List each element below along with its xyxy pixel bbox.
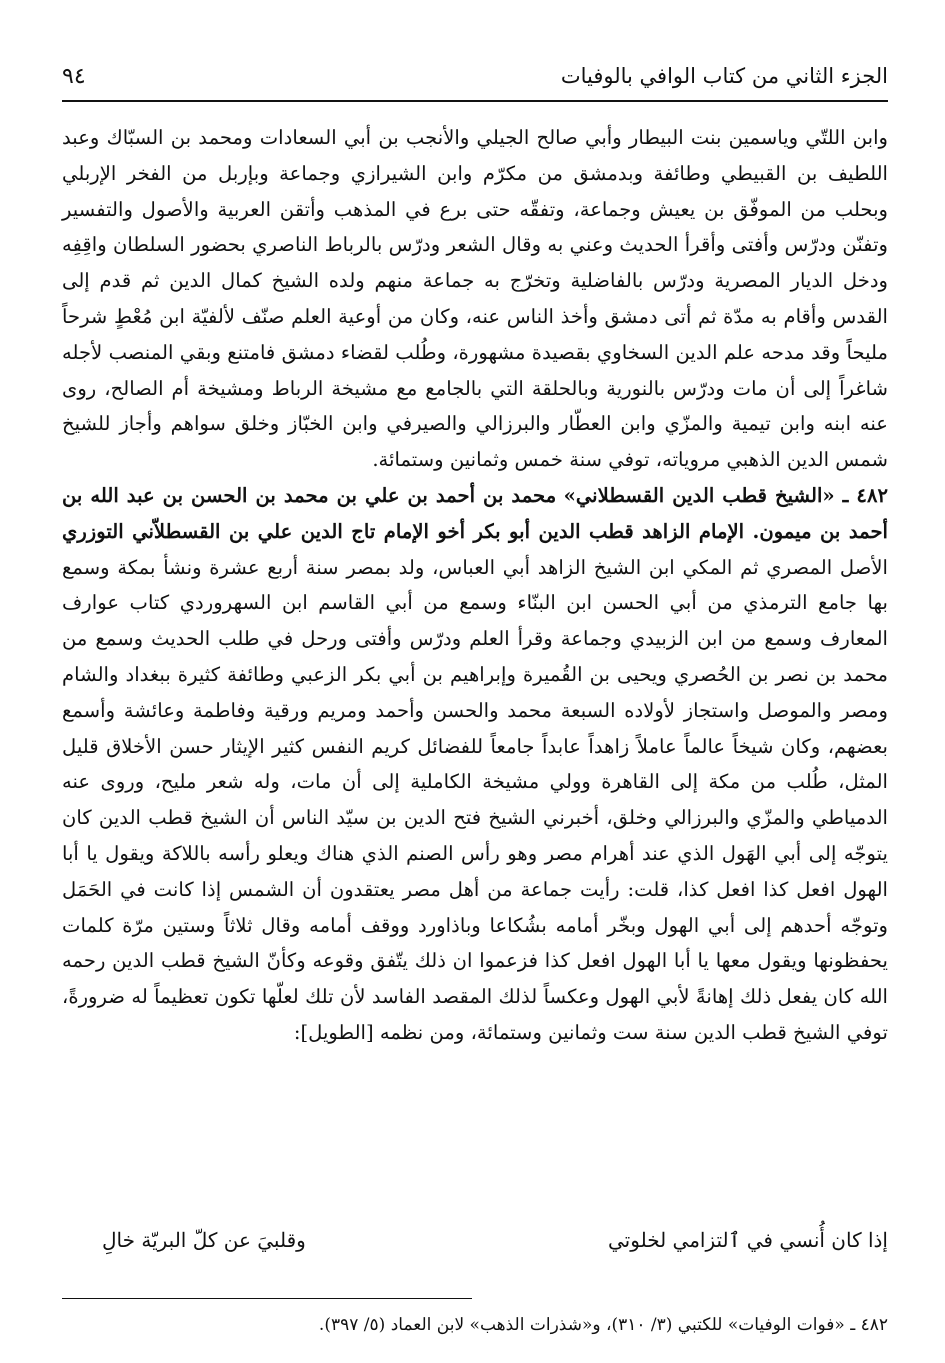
poem-verse bbox=[102, 1228, 888, 1268]
entry-text: الأصل المصري ثم المكي ابن الشيخ الزاهد أبي العباس، ولد بمصر سنة أربع عشرة ونشأ بمكة وسمع بها جامع الترمذي من أبي الحسن ابن البنّاء وسمع من أبي القاسم ابن السهروردي كتاب عوارف المعارف وسمع من ابن الزبيدي وجماعة وقرأ العلم ودرّس وأفتى ورحل في طلب الحديث وسمع من محمد بن نصر بن الحُصري ويحيى بن القُميرة وإبراهيم بن أبي بكر الزعبي وطائفة كثيرة ببغداد والشام ومصر والموصل واستجاز لأولاده السبعة محمد والحسن وأحمد ومريم ورقية وفاطمة وعائشة وأسمع بعضهم، وكان شيخاً عالماً عاملاً زاهداً عابداً جامعاً للفضائل كريم النفس كثير الإيثار حسن الأخلاق قليل المثل، طُلب من مكة إلى القاهرة وولي مشيخة الكاملية إلى أن مات، وله شعر مليح، وروى عنه الدمياطي والمزّي والبرزالي وخلق، أخبرني الشيخ فتح الدين بن سيّد الناس أن الشيخ قطب الدين كان يتوجّه إلى أبي الهَول الذي عند أهرام مصر وهو رأس الصنم الذي هناك ويعلو رأسه باللاكة ويقول يا أبا الهول افعل كذا افعل كذا، قلت: رأيت جماعة من أهل مصر يعتقدون أن الشمس إذا كانت في الحَمَل وتوجّه أحدهم إلى أبي الهول وبخّر أمامه بشُكاعا وباذاورد ووقف أمامه وقال ثلاثاً وستين مرّة كلمات يحفظونها ويقول معها يا أبا الهول افعل كذا فزعموا ان ذلك يتّفق وقوعه وكأنّ الشيخ قطب الدين رحمه الله كان يفعل ذلك إهانةً لأبي الهول وعكساً لذلك المقصد الفاسد لأن تلك لعلّها تكون تعظيماً له ضرورةً، توفي الشيخ قطب الدين سنة ست وثمانين وستمائة، ومن نظمه [الطويل]: bbox=[62, 555, 888, 1044]
main-text bbox=[62, 120, 888, 1051]
header-divider bbox=[62, 100, 888, 102]
page-header bbox=[62, 54, 888, 98]
book-page bbox=[62, 40, 888, 1340]
entry-title: ٤٨٢ ـ «الشيخ قطب الدين القسطلاني» bbox=[563, 483, 888, 507]
page-number: ٩٤ bbox=[62, 63, 86, 89]
footnote-divider bbox=[62, 1298, 472, 1299]
entry-name: محمد بن أحمد بن علي بن محمد بن الحسن بن عبد الله بن أحمد بن ميمون. الإمام الزاهد قطب الدين أبو بكر أخو الإمام تاج الدين علي بن القسطلاّني التوزري bbox=[62, 483, 888, 543]
poem-second-hemistich: وقلبيَ عن كلّ البريّة خالِ bbox=[102, 1228, 306, 1252]
poem-first-hemistich: إذا كان أُنسي في ٱلتزامي لخلوتي bbox=[608, 1228, 888, 1252]
paragraph-continuation: وابن اللتّي وياسمين بنت البيطار وأبي صالح الجيلي والأنجب بن أبي السعادات ومحمد بن السبّاك وعبد اللطيف بن القبيطي وطائفة وبدمشق من مكرّم وابن الشيرازي وجماعة وبإربل من الفخر الإربلي وبحلب من الموفّق بن يعيش وجماعة، وتفقّه حتى برع في المذهب وأتقن العربية والأصول والتفسير وتفنّن ودرّس وأفتى وأقرأ الحديث وعني به وقال الشعر ودرّس بالرباط الناصري بحضور السلطان واقِفِه ودخل الديار المصرية ودرّس بالفاضلية وتخرّج به جماعة منهم ولده الشيخ كمال الدين ثم قدم إلى القدس وأقام به مدّة ثم أتى دمشق وأخذ الناس عنه، وكان من أوعية العلم صنّف لألفيّة ابن مُعْطٍ شرحاً مليحاً وقد مدحه علم الدين السخاوي بقصيدة مشهورة، وطُلب لقضاء دمشق فامتنع وبقي المنصب لأجله شاغراً إلى أن مات ودرّس بالنورية وبالحلقة التي بالجامع مع مشيخة الرباط ومشيخة أم الصالح، روى عنه ابنه وابن تيمية والمزّي وابن العطّار والبرزالي والصيرفي وابن الخبّاز وخلق سواهم وأجاز للشيخ شمس الدين الذهبي مروياته، توفي سنة خمس وثمانين وستمائة. bbox=[62, 126, 888, 472]
footnote: ٤٨٢ ـ «فوات الوفيات» للكتبي (٣/ ٣١٠)، و«شذرات الذهب» لابن العماد (٥/ ٣٩٧). bbox=[318, 1315, 888, 1335]
running-title: الجزء الثاني من كتاب الوافي بالوفيات bbox=[560, 64, 888, 88]
entry-482 bbox=[62, 478, 888, 1051]
